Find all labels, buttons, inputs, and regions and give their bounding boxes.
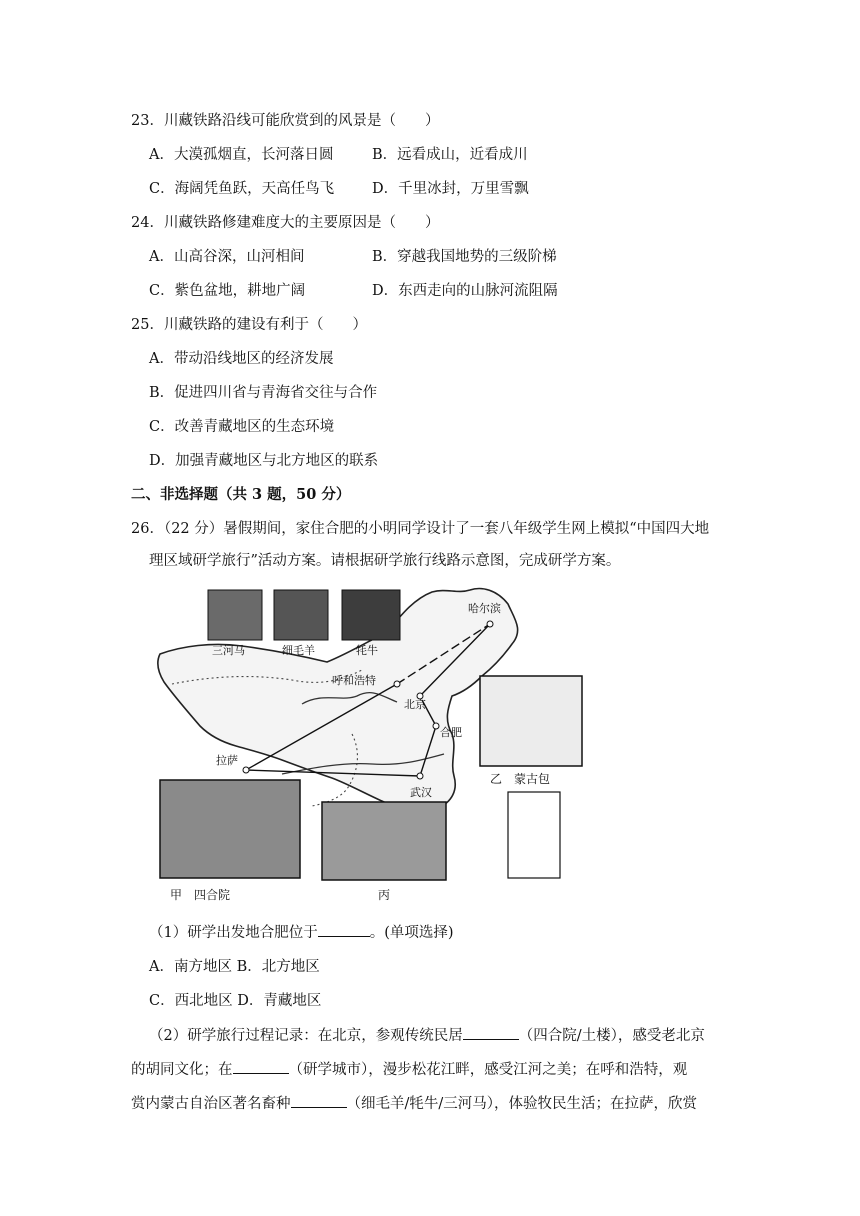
route-map-figure xyxy=(152,584,588,902)
photo-fine-wool-sheep xyxy=(274,590,328,640)
q26-sub2-line3 xyxy=(131,1093,697,1114)
q26-sub2-line1 xyxy=(149,1025,705,1046)
photo-siheyuan xyxy=(160,780,300,878)
photo-water-town xyxy=(322,802,446,880)
city-dot-harbin xyxy=(487,621,493,627)
q26-sub2-blank-2[interactable] xyxy=(233,1059,289,1074)
q24-option-d[interactable]: D．东西走向的山脉河流阻隔 xyxy=(372,283,558,299)
q25-option-c[interactable]: C．改善青藏地区的生态环境 xyxy=(149,419,335,435)
q24-option-b[interactable]: B．穿越我国地势的三级阶梯 xyxy=(372,249,557,265)
city-dot-wuhan xyxy=(417,773,423,779)
q26-sub2-l1-suffix: （四合院/土楼），感受老北京 xyxy=(518,1028,705,1044)
q26-sub2-l1-prefix: （2）研学旅行过程记录：在北京，参观传统民居 xyxy=(149,1028,463,1044)
q23-stem: 23．川藏铁路沿线可能欣赏到的风景是（ ） xyxy=(131,113,440,129)
q26-sub2-l2-prefix: 的胡同文化；在 xyxy=(131,1062,233,1078)
q26-sub1-options-ab[interactable]: A．南方地区 B．北方地区 xyxy=(149,959,320,975)
city-label-hohhot: 呼和浩特 xyxy=(332,674,376,687)
q26-sub1-prefix: （1）研学出发地合肥位于 xyxy=(149,925,318,941)
q26-sub2-l3-suffix: （细毛羊/牦牛/三河马），体验牧民生活；在拉萨，欣赏 xyxy=(346,1096,698,1112)
animal-label-yak: 牦牛 xyxy=(356,644,378,657)
q26-sub2-line2 xyxy=(131,1059,687,1080)
city-dot-hefei xyxy=(433,723,439,729)
photo-yurt xyxy=(480,676,582,766)
caption-bing: 丙 xyxy=(378,888,391,902)
animal-label-sanhe-horse: 三河马 xyxy=(212,644,245,657)
photo-yak xyxy=(342,590,400,640)
q26-stem-line2: 理区域研学旅行”活动方案。请根据研学旅行线路示意图，完成研学方案。 xyxy=(149,553,621,569)
q23-option-d[interactable]: D．千里冰封，万里雪飘 xyxy=(372,181,529,197)
city-label-wuhan: 武汉 xyxy=(410,786,432,799)
q26-sub1-suffix: 。(单项选择) xyxy=(369,925,454,941)
q24-option-c[interactable]: C．紫色盆地，耕地广阔 xyxy=(149,283,306,299)
q26-sub2-l3-prefix: 赏内蒙古自治区著名畜种 xyxy=(131,1096,291,1112)
q26-sub2-l2-suffix: （研学城市），漫步松花江畔，感受江河之美；在呼和浩特，观 xyxy=(288,1062,688,1078)
q23-option-b[interactable]: B．远看成山，近看成川 xyxy=(372,147,528,163)
photo-sanhe-horse xyxy=(208,590,262,640)
q26-stem-line1: 26．（22 分）暑假期间，家住合肥的小明同学设计了一套八年级学生网上模拟“中国四大地 xyxy=(131,521,710,537)
city-label-beijing: 北京 xyxy=(404,698,426,711)
section-heading: 二、非选择题（共 3 题，50 分） xyxy=(131,486,351,503)
q26-sub2-blank-3[interactable] xyxy=(291,1093,347,1108)
q23-option-a[interactable]: A．大漠孤烟直，长河落日圆 xyxy=(149,147,334,163)
q26-sub2-blank-1[interactable] xyxy=(463,1025,519,1040)
q23-option-c[interactable]: C．海阔凭鱼跃，天高任鸟飞 xyxy=(149,181,335,197)
q24-stem: 24．川藏铁路修建难度大的主要原因是（ ） xyxy=(131,215,440,231)
route-map-svg xyxy=(152,584,588,884)
q24-option-a[interactable]: A．山高谷深，山河相间 xyxy=(149,249,305,265)
city-dot-hohhot xyxy=(394,681,400,687)
city-label-harbin: 哈尔滨 xyxy=(468,602,501,615)
q26-sub1 xyxy=(149,922,454,943)
q25-option-d[interactable]: D．加强青藏地区与北方地区的联系 xyxy=(149,453,379,469)
q25-stem: 25．川藏铁路的建设有利于（ ） xyxy=(131,317,367,333)
city-dot-lhasa xyxy=(243,767,249,773)
caption-yi: 乙 蒙古包 xyxy=(490,772,551,786)
south-china-sea-inset xyxy=(508,792,560,878)
q26-sub1-options-cd[interactable]: C．西北地区 D．青藏地区 xyxy=(149,993,322,1009)
caption-jia: 甲 四合院 xyxy=(170,888,231,902)
q26-sub1-blank[interactable] xyxy=(318,922,370,937)
city-label-lhasa: 拉萨 xyxy=(216,754,238,767)
q25-option-b[interactable]: B．促进四川省与青海省交往与合作 xyxy=(149,385,378,401)
city-label-hefei: 合肥 xyxy=(440,726,462,739)
animal-label-fine-wool-sheep: 细毛羊 xyxy=(282,644,315,657)
q25-option-a[interactable]: A．带动沿线地区的经济发展 xyxy=(149,351,334,367)
